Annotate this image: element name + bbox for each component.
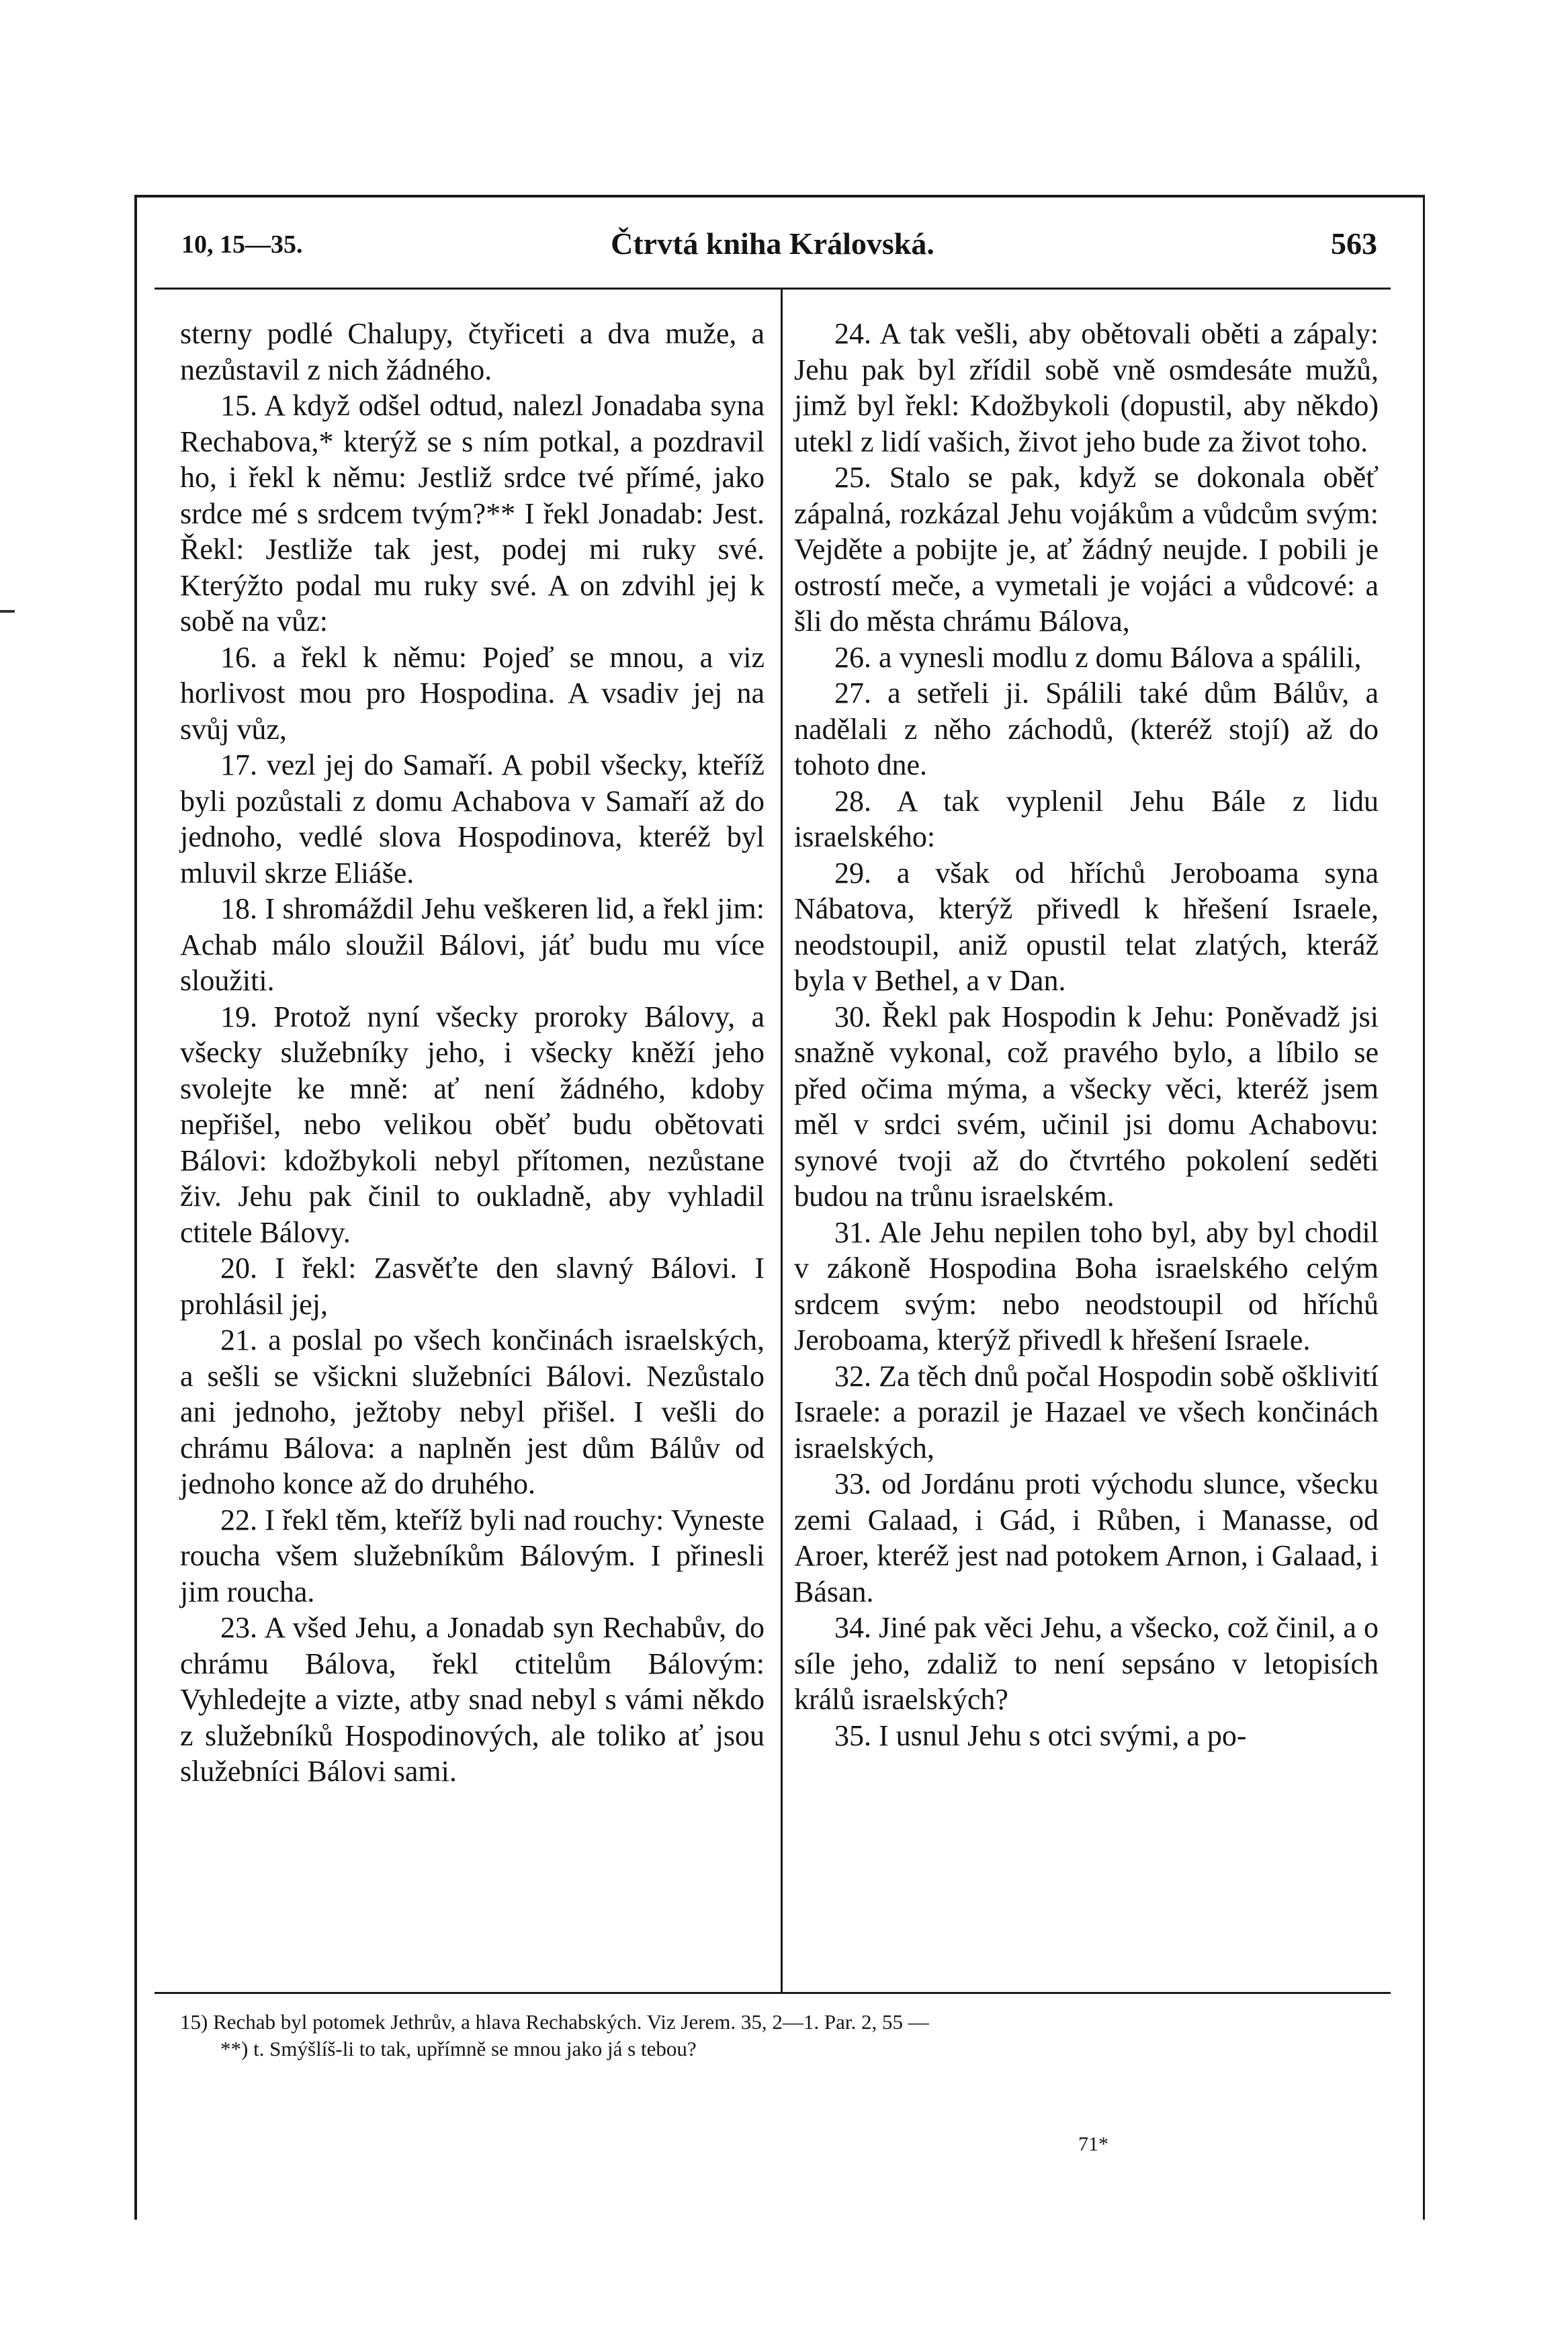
right-column: [794, 316, 1379, 1753]
verse-35: 35. I usnul Jehu s otci svými, a po-: [834, 1719, 1247, 1752]
margin-mark: [0, 610, 15, 613]
footnote-1: 15) Rechab byl potomek Jethrův, a hlava Rechabských. Viz Jerem. 35, 2—1. Par. 2, 55 —: [180, 2010, 929, 2034]
verse-16: 16. a řekl k němu: Pojeď se mnou, a viz horlivost mou pro Hospodina. A vsadiv jej na svůj vůz,: [180, 640, 765, 746]
footnote-2: **) t. Smýšlíš-li to tak, upřímně se mnou jako já s tebou?: [220, 2037, 697, 2060]
verse-26: 26. a vynesli modlu z domu Bálova a spálili,: [834, 640, 1362, 674]
footnote-rule: [155, 1992, 1391, 1994]
verse-15: 15. A když odšel odtud, nalezl Jonadaba syna Rechabova,* kterýž se s ním potkal, a pozdravil ho, i řekl k němu: Jestliž srdce tvé přímé, jako srdce mé s srdcem tvým?** I řekl Jonadab: Jest. Řekl: Jestliže tak jest, podej mi ruky své. Kterýžto podal mu ruky své. A on zdvihl jej k sobě na vůz:: [180, 389, 765, 638]
verse-22: 22. I řekl těm, kteříž byli nad rouchy: Vyneste roucha všem služebníkům Bálovým. I přinesli jim roucha.: [180, 1503, 765, 1608]
verse-19: 19. Protož nyní všecky proroky Bálovy, a všecky služebníky jeho, i všecky kněží jeho svolejte ke mně: ať není žádného, kdoby nepřišel, nebo velikou oběť budu obětovati Bálovi: kdožbykoli nebyl přítomen, nezůstane živ. Jehu pak činil to oukladně, aby vyhladil ctitele Bálovy.: [180, 1000, 765, 1249]
verse-28: 28. A tak vyplenil Jehu Bále z lidu israelského:: [794, 784, 1379, 853]
verse-23: 23. A všed Jehu, a Jonadab syn Rechabův, do chrámu Bálova, řekl ctitelům Bálovým: Vyhledejte a vizte, atby snad nebyl s vámi někdo z služebníků Hospodinových, ale toliko ať jsou služebníci Bálovi sami.: [180, 1611, 765, 1788]
verse-27: 27. a setřeli ji. Spálili také dům Bálův, a nadělali z něho záchodů, (kteréž stojí) až do tohoto dne.: [794, 677, 1379, 781]
verse-25: 25. Stalo se pak, když se dokonala oběť zápalná, rozkázal Jehu vojákům a vůdcům svým: Vejděte a pobijte je, ať žádný neujde. I pobili je ostrostí meče, a vymetali je vojáci a vůdcové: a šli do města chrámu Bálova,: [794, 461, 1379, 638]
left-column: [180, 316, 765, 1790]
footnotes: [180, 2009, 1389, 2062]
verse-range: 10, 15—35.: [181, 230, 303, 259]
verse-24: 24. A tak vešli, aby obětovali oběti a zápaly: Jehu pak byl zřídil sobě vně osmdesáte mužů, jimž byl řekl: Kdožbykoli (dopustil, aby někdo) utekl z lidí vašich, život jeho bude za život toho.: [794, 317, 1379, 458]
verse-20: 20. I řekl: Zasvěťte den slavný Bálovi. I prohlásil jej,: [180, 1252, 765, 1321]
header-rule: [155, 288, 1391, 290]
verse-30: 30. Řekl pak Hospodin k Jehu: Poněvadž jsi snažně vykonal, což pravého bylo, a líbilo se před očima mýma, a všecky věci, kteréž jsem měl v srdci svém, učinil jsi domu Achabovu: synové tvoji až do čtvrtého pokolení seděti budou na trůnu israelském.: [794, 1000, 1379, 1213]
verse-33: 33. od Jordánu proti východu slunce, všecku zemi Galaad, i Gád, i Růben, i Manasse, od Aroer, kteréž jest nad potokem Arnon, i Galaad, i Básan.: [794, 1467, 1379, 1608]
verse-29: 29. a však od hříchů Jeroboama syna Nábatova, kterýž přivedl k hřešení Israele, neodstoupil, aniž opustil telat zlatých, kteráž byla v Bethel, a v Dan.: [794, 856, 1379, 997]
page-number: 563: [1331, 226, 1377, 261]
verse-21: 21. a poslal po všech končinách israelských, a sešli se všickni služebníci Bálovi. Nezůstalo ani jednoho, ježtoby nebyl přišel. I vešli do chrámu Bálova: a naplněn jest dům Bálův od jednoho konce až do druhého.: [180, 1323, 765, 1500]
paragraph: sterny podlé Chalupy, čtyřiceti a dva muže, a nezůstavil z nich žádného.: [180, 317, 765, 386]
verse-18: 18. I shromáždil Jehu veškeren lid, a řekl jim: Achab málo sloužil Bálovi, jáť budu mu více sloužiti.: [180, 892, 765, 997]
verse-32: 32. Za těch dnů počal Hospodin sobě ošklivití Israele: a porazil je Hazael ve všech končinách israelských,: [794, 1359, 1379, 1465]
running-header: [155, 222, 1391, 270]
column-divider: [781, 289, 783, 1992]
verse-17: 17. vezl jej do Samaří. A pobil všecky, kteříž byli pozůstali z domu Achabova v Samaří až do jednoho, vedlé slova Hospodinova, kteréž byl mluvil skrze Eliáše.: [180, 748, 765, 889]
printer-signature: 71*: [1078, 2133, 1108, 2155]
book-title: Čtrvtá kniha Královská.: [611, 226, 934, 261]
verse-34: 34. Jiné pak věci Jehu, a všecko, což činil, a o síle jeho, zdaliž to není sepsáno v letopisích králů israelských?: [794, 1611, 1379, 1716]
verse-31: 31. Ale Jehu nepilen toho byl, aby byl chodil v zákoně Hospodina Boha israelského celým srdcem svým: nebo neodstoupil od hříchů Jeroboama, kterýž přivedl k hřešení Israele.: [794, 1215, 1379, 1356]
